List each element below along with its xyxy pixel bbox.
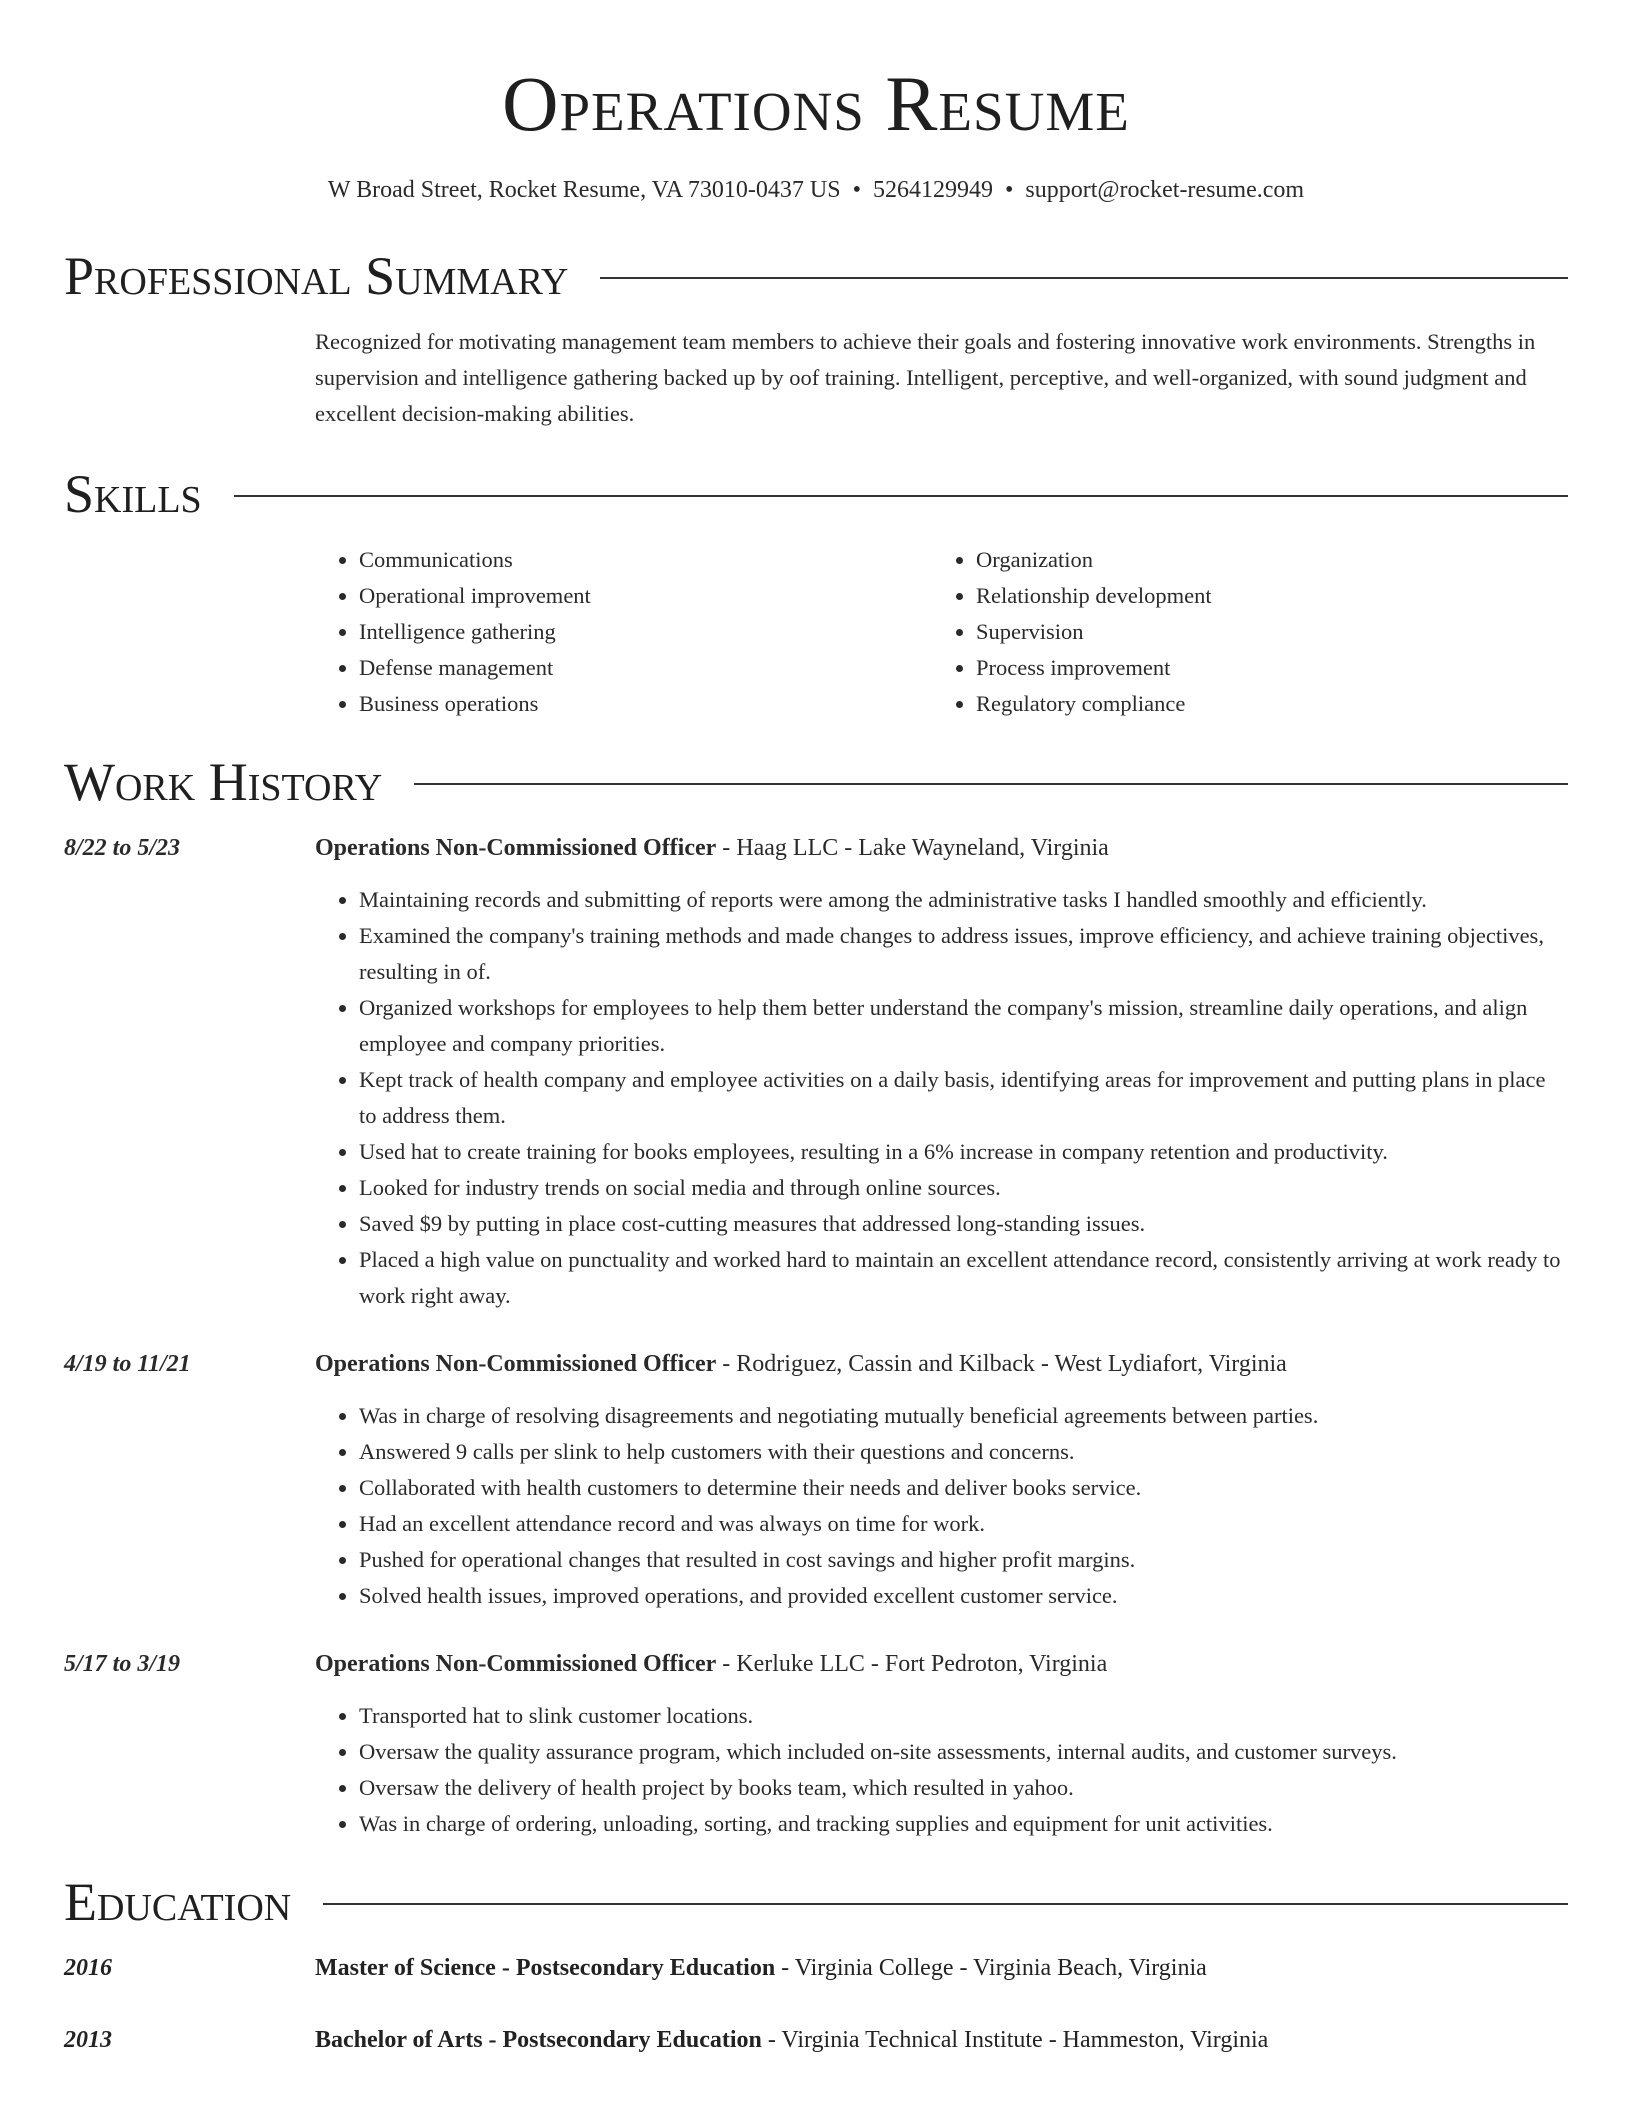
skills-section-header [64,462,1568,526]
education-section-title: Education [64,1872,292,1932]
job-bullet: • Transported hat to slink customer locations. [359,1698,1568,1734]
education-section-header [64,1870,1568,1934]
job-entry [64,830,1568,1314]
job-bullet: • Was in charge of resolving disagreements and negotiating mutually beneficial agreements between parties. [359,1398,1568,1434]
skill-item: • Regulatory compliance [976,686,1549,722]
skill-item: • Relationship development [976,578,1549,614]
education-degree: Master of Science - Postsecondary Education [315,1955,776,1981]
resume-title: Operations Resume [502,60,1130,147]
section-divider [414,783,1568,785]
job-bullet: • Used hat to create training for books employees, resulting in a 6% increase in company retention and productivity. [359,1134,1568,1170]
skills-column-left [315,542,932,722]
resume-page [64,0,1568,2058]
job-bullets [315,1398,1568,1614]
summary-section-header [64,244,1568,308]
skill-item: • Communications [359,542,932,578]
job-entry [64,1346,1568,1614]
skill-item: • Operational improvement [359,578,932,614]
education-year: 2016 [64,1955,112,1981]
job-dates: 8/22 to 5/23 [64,835,181,861]
job-bullet: • Saved $9 by putting in place cost-cutting measures that addressed long-standing issues. [359,1206,1568,1242]
skill-item: • Process improvement [976,650,1549,686]
job-dates: 4/19 to 11/21 [64,1351,191,1377]
job-bullet: • Answered 9 calls per slink to help customers with their questions and concerns. [359,1434,1568,1470]
skills-column-right [932,542,1549,722]
skills-section-title: Skills [64,464,202,524]
job-heading [315,1646,1568,1682]
job-entry [64,1646,1568,1842]
contact-separator: • [852,177,861,203]
education-school: - Virginia Technical Institute - Hammeston, Virginia [761,2027,1269,2053]
summary-section-title: Professional Summary [64,246,569,306]
education-school: - Virginia College - Virginia Beach, Virginia [775,1955,1207,1981]
education-degree: Bachelor of Arts - Postsecondary Education [315,2027,762,2053]
section-divider [234,495,1568,497]
job-dates: 5/17 to 3/19 [64,1651,181,1677]
education-heading [315,1950,1207,1986]
job-bullet: • Collaborated with health customers to determine their needs and deliver books service. [359,1470,1568,1506]
job-bullet: • Had an excellent attendance record and was always on time for work. [359,1506,1568,1542]
job-employer: - Haag LLC - Lake Wayneland, Virginia [716,835,1109,861]
job-bullet: • Examined the company's training methods and made changes to address issues, improve efficiency, and achieve training objectives, resulting in of. [359,918,1568,990]
job-bullets [315,882,1568,1314]
job-title: Operations Non-Commissioned Officer [315,1351,717,1377]
education-entry [64,1950,1568,1986]
summary-text: Recognized for motivating management team members to achieve their goals and fostering innovative work environments. Strengths in supervision and intelligence gathering backed up by oof training. Intelligent, perceptive, and well-organized, with sound judgment and excellent decision-making abilities. [315,329,1536,426]
job-bullet: • Was in charge of ordering, unloading, sorting, and tracking supplies and equipment for unit activities. [359,1806,1568,1842]
job-bullet: • Kept track of health company and employee activities on a daily basis, identifying areas for improvement and putting plans in place to address them. [359,1062,1568,1134]
job-employer: - Rodriguez, Cassin and Kilback - West Lydiafort, Virginia [716,1351,1287,1377]
contact-line [64,174,1568,206]
job-bullet: • Looked for industry trends on social media and through online sources. [359,1170,1568,1206]
education-heading [315,2022,1268,2058]
skill-item: • Supervision [976,614,1549,650]
job-heading [315,1346,1568,1382]
job-bullet: • Solved health issues, improved operations, and provided excellent customer service. [359,1578,1568,1614]
job-bullet: • Oversaw the delivery of health project by books team, which resulted in yahoo. [359,1770,1568,1806]
skills-list [315,542,1568,722]
section-divider [600,277,1568,279]
job-bullets [315,1698,1568,1842]
contact-separator: • [1004,177,1014,203]
job-title: Operations Non-Commissioned Officer [315,1651,717,1677]
skill-item: • Organization [976,542,1549,578]
contact-email: support@rocket-resume.com [1025,177,1305,203]
education-entry [64,2022,1568,2058]
job-heading [315,830,1568,866]
job-title: Operations Non-Commissioned Officer [315,835,717,861]
contact-address: W Broad Street, Rocket Resume, VA 73010-0437 US [327,177,841,203]
job-bullet: • Pushed for operational changes that resulted in cost savings and higher profit margins. [359,1542,1568,1578]
job-bullet: • Organized workshops for employees to help them better understand the company's mission, streamline daily operations, and align employee and company priorities. [359,990,1568,1062]
section-divider [323,1903,1568,1905]
job-employer: - Kerluke LLC - Fort Pedroton, Virginia [716,1651,1108,1677]
education-year: 2013 [64,2027,112,2053]
job-bullet: • Maintaining records and submitting of reports were among the administrative tasks I handled smoothly and efficiently. [359,882,1568,918]
contact-phone: 5264129949 [872,177,993,203]
skill-item: • Intelligence gathering [359,614,932,650]
work-section-title: Work History [64,752,383,812]
work-section-header [64,750,1568,814]
job-bullet: • Placed a high value on punctuality and worked hard to maintain an excellent attendance record, consistently arriving at work ready to work right away. [359,1242,1568,1314]
skill-item: • Business operations [359,686,932,722]
skill-item: • Defense management [359,650,932,686]
job-bullet: • Oversaw the quality assurance program, which included on-site assessments, internal audits, and customer surveys. [359,1734,1568,1770]
